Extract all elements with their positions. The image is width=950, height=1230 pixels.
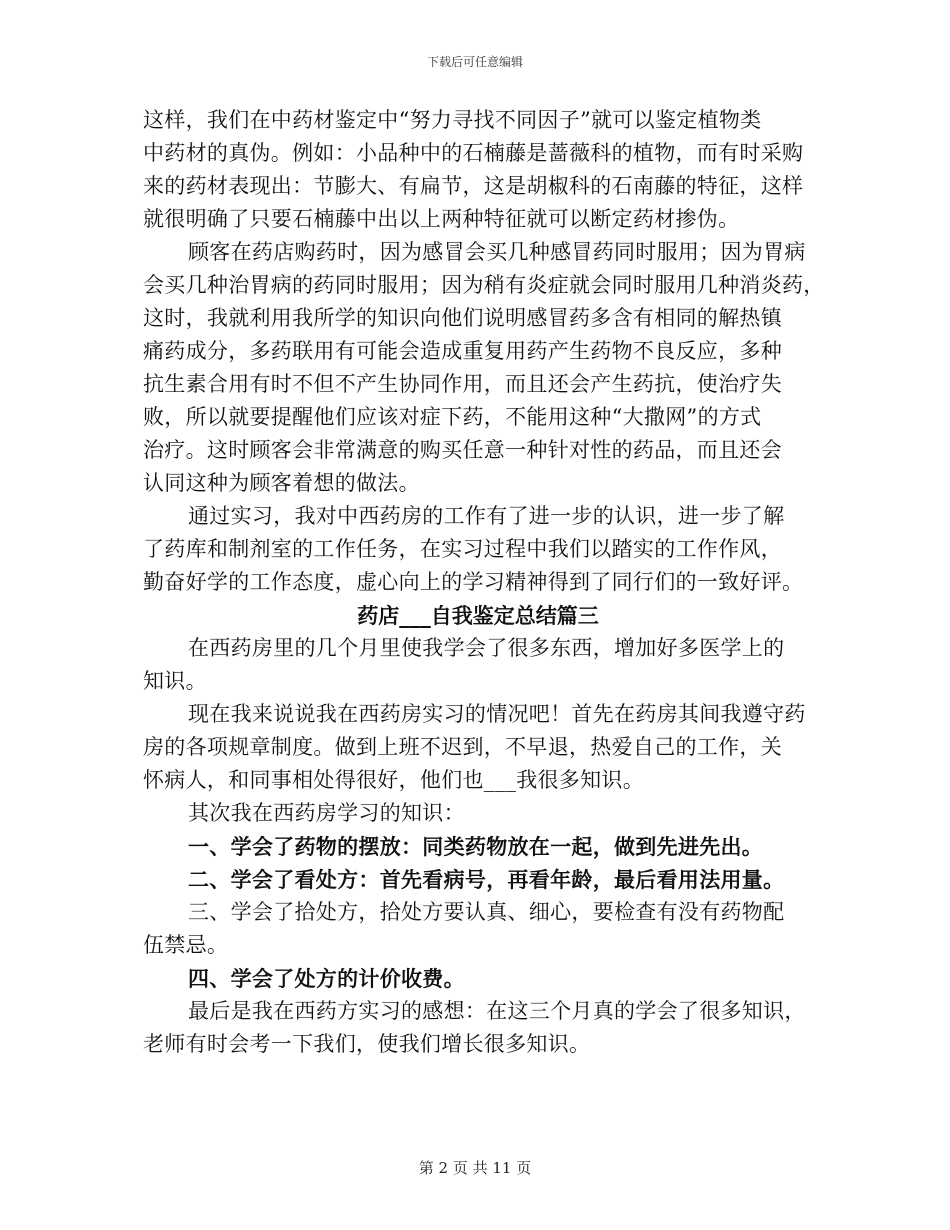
paragraph-line: 就很明确了只要石楠藤中出以上两种特征就可以断定药材掺伪。	[143, 207, 740, 231]
paragraph-line: 败，所以就要提醒他们应该对症下药，不能用这种“大撒网”的方式	[143, 405, 762, 429]
paragraph-line: 怀病人，和同事相处得很好，他们也___我很多知识。	[143, 768, 644, 792]
paragraph-line: 这时，我就利用我所学的知识向他们说明感冒药多含有相同的解热镇	[143, 306, 782, 330]
paragraph-line: 会买几种治胃病的药同时服用；因为稍有炎症就会同时服用几种消炎药，	[143, 273, 825, 297]
section-title: 药店___自我鉴定总结篇三	[357, 603, 599, 628]
list-item-bold: 二、学会了看处方：首先看病号，再看年龄，最后看用法用量。	[188, 867, 785, 892]
paragraph-line: 中药材的真伪。例如：小品种中的石楠藤是蔷薇科的植物，而有时采购	[143, 141, 804, 165]
paragraph-line: 抗生素合用有时不但不产生协同作用，而且还会产生药抗，使治疗失	[143, 372, 782, 396]
paragraph-line: 最后是我在西药方实习的感想：在这三个月真的学会了很多知识，	[188, 999, 806, 1023]
paragraph-line: 治疗。这时顾客会非常满意的购买任意一种针对性的药品，而且还会	[143, 438, 782, 462]
paragraph-line: 老师有时会考一下我们，使我们增长很多知识。	[143, 1032, 591, 1056]
paragraph-line: 现在我来说说我在西药房实习的情况吧！首先在药房其间我遵守药	[188, 702, 806, 726]
list-item-bold: 四、学会了处方的计价收费。	[188, 966, 465, 991]
paragraph-line: 认同这种为顾客着想的做法。	[143, 471, 420, 495]
paragraph-line: 勤奋好学的工作态度，虚心向上的学习精神得到了同行们的一致好评。	[143, 570, 804, 594]
paragraph-line: 这样，我们在中药材鉴定中“努力寻找不同因子”就可以鉴定植物类	[143, 108, 762, 132]
list-item-bold: 一、学会了药物的摆放：同类药物放在一起，做到先进先出。	[188, 834, 764, 859]
paragraph-line: 在西药房里的几个月里使我学会了很多东西，增加好多医学上的	[188, 636, 785, 660]
list-item: 三、学会了拾处方，拾处方要认真、细心，要检查有没有药物配	[188, 900, 785, 924]
paragraph-line: 来的药材表现出：节膨大、有扁节，这是胡椒科的石南藤的特征，这样	[143, 174, 804, 198]
paragraph-line: 其次我在西药房学习的知识：	[188, 801, 465, 825]
paragraph-line: 知识。	[143, 669, 207, 693]
paragraph-line: 房的各项规章制度。做到上班不迟到，不早退，热爱自己的工作，关	[143, 735, 782, 759]
paragraph-line: 伍禁忌。	[143, 933, 229, 957]
page-footer: 第 2 页 共 11 页	[418, 1159, 532, 1177]
document-body	[143, 104, 825, 1061]
page-header: 下载后可任意编辑	[426, 55, 523, 69]
paragraph-line: 痛药成分，多药联用有可能会造成重复用药产生药物不良反应，多种	[143, 339, 782, 363]
paragraph-line: 通过实习，我对中西药房的工作有了进一步的认识，进一步了解	[188, 504, 785, 528]
paragraph-line: 了药库和制剂室的工作任务，在实习过程中我们以踏实的工作作风，	[143, 537, 782, 561]
paragraph-line: 顾客在药店购药时，因为感冒会买几种感冒药同时服用；因为胃病	[188, 240, 806, 264]
